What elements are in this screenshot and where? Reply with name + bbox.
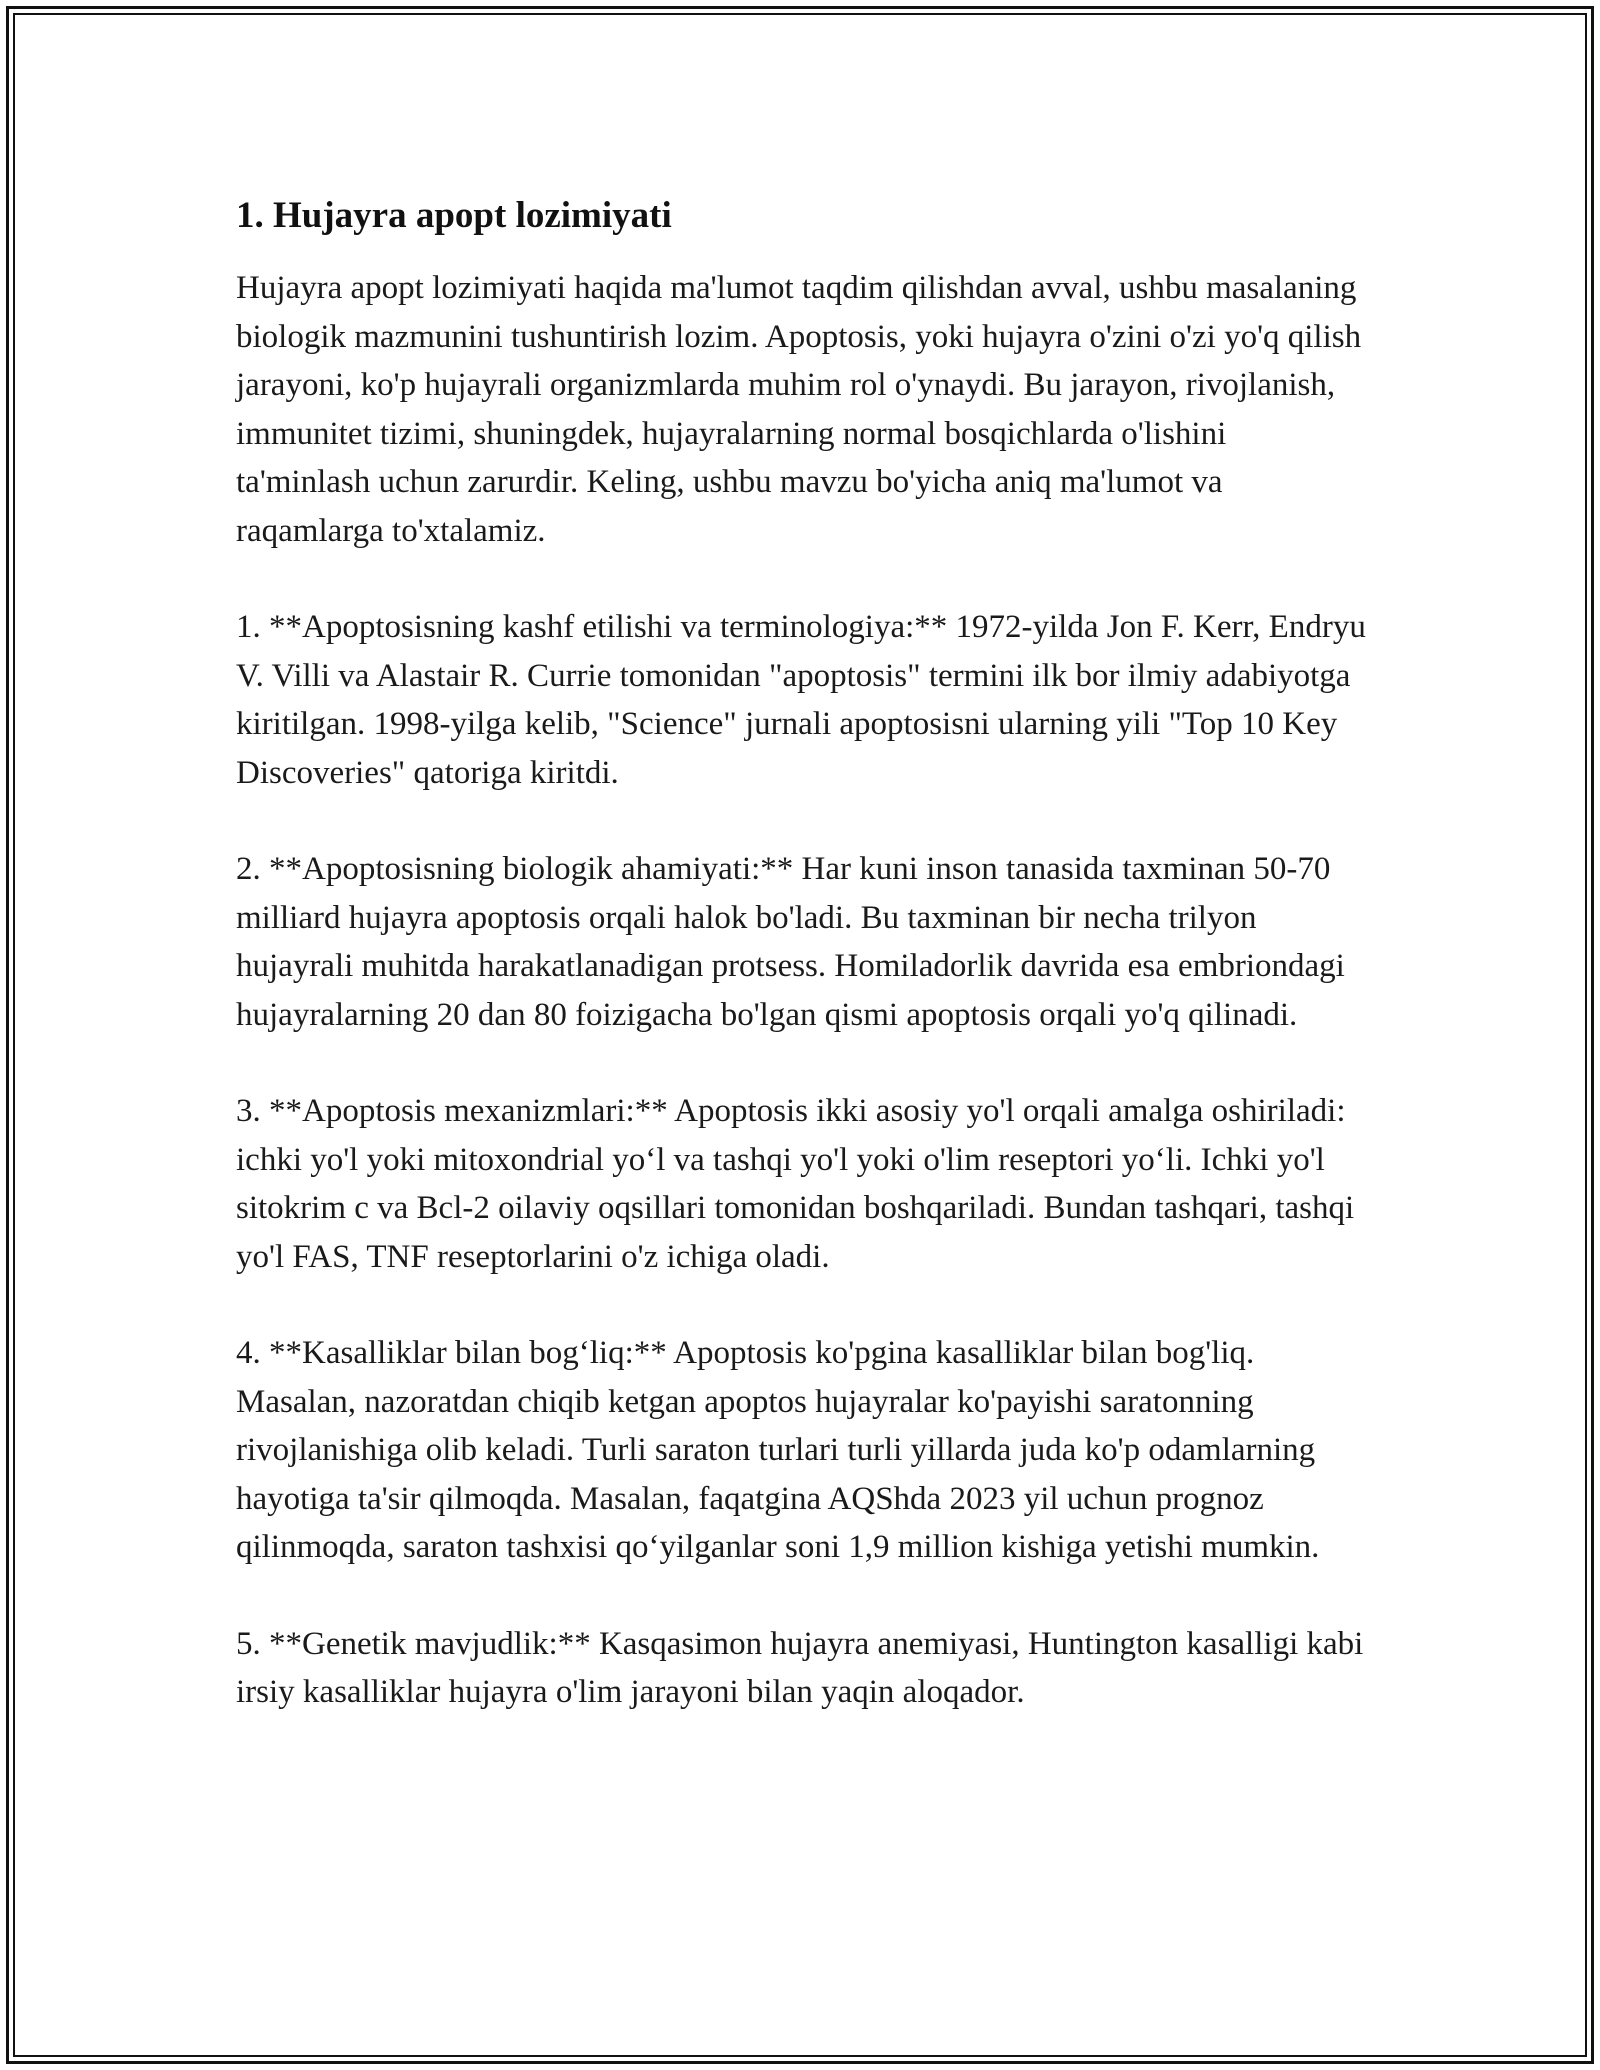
list-item-biological-significance: 2. **Apoptosisning biologik ahamiyati:** Har kuni inson tanasida taxminan 50-70 milliard hujayra apoptosis orqali halok bo'ladi. Bu taxminan bir necha trilyon hujayrali muhitda harakatlanadigan protsess. Homiladorlik davrida esa embriondagi hujayralarning 20 dan 80 foizigacha bo'lgan qismi apoptosis orqali yo'q qilinadi. [236,851,1345,1033]
intro-paragraph: Hujayra apopt lozimiyati haqida ma'lumot taqdim qilishdan avval, ushbu masalaning biologik mazmunini tushuntirish lozim. Apoptosis, yoki hujayra o'zini o'zi yo'q qilish jarayoni, ko'p hujayrali organizmlarda muhim rol o'ynaydi. Bu jarayon, rivojlanish, immunitet tizimi, shuningdek, hujayralarning normal bosqichlarda o'lishini ta'minlash uchun zarurdir. Keling, ushbu mavzu bo'yicha aniq ma'lumot va raqamlarga to'xtalamiz. [236,270,1362,549]
document-body [236,188,1366,1765]
list-item-discovery: 1. **Apoptosisning kashf etilishi va terminologiya:** 1972-yilda Jon F. Kerr, Endryu V. Villi va Alastair R. Currie tomonidan "apoptosis" termini ilk bor ilmiy adabiyotga kiritilgan. 1998-yilga kelib, "Science" jurnali apoptosisni ularning yili "Top 10 Key Discoveries" qatoriga kiritdi. [236,609,1366,791]
list-item-genetics: 5. **Genetik mavjudlik:** Kasqasimon hujayra anemiyasi, Huntington kasalligi kabi irsiy kasalliklar hujayra o'lim jarayoni bilan yaqin aloqador. [236,1625,1364,1710]
list-item-mechanisms: 3. **Apoptosis mexanizmlari:** Apoptosis ikki asosiy yo'l orqali amalga oshiriladi: ichki yo'l yoki mitoxondrial yo‘l va tashqi yo'l yoki o'lim reseptori yo‘li. Ichki yo'l sitokrim c va Bcl-2 oilaviy oqsillari tomonidan boshqariladi. Bundan tashqari, tashqi yo'l FAS, TNF reseptorlarini o'z ichiga oladi. [236,1093,1355,1275]
section-heading: 1. Hujayra apopt lozimiyati [236,195,672,236]
list-item-diseases: 4. **Kasalliklar bilan bog‘liq:** Apoptosis ko'pgina kasalliklar bilan bog'liq. Masalan, nazoratdan chiqib ketgan apoptos hujayralar ko'payishi saratonning rivojlanishiga olib keladi. Turli saraton turlari turli yillarda juda ko'p odamlarning hayotiga ta'sir qilmoqda. Masalan, faqatgina AQShda 2023 yil uchun prognoz qilinmoqda, saraton tashxisi qo‘yilganlar soni 1,9 million kishiga yetishi mumkin. [236,1335,1320,1565]
